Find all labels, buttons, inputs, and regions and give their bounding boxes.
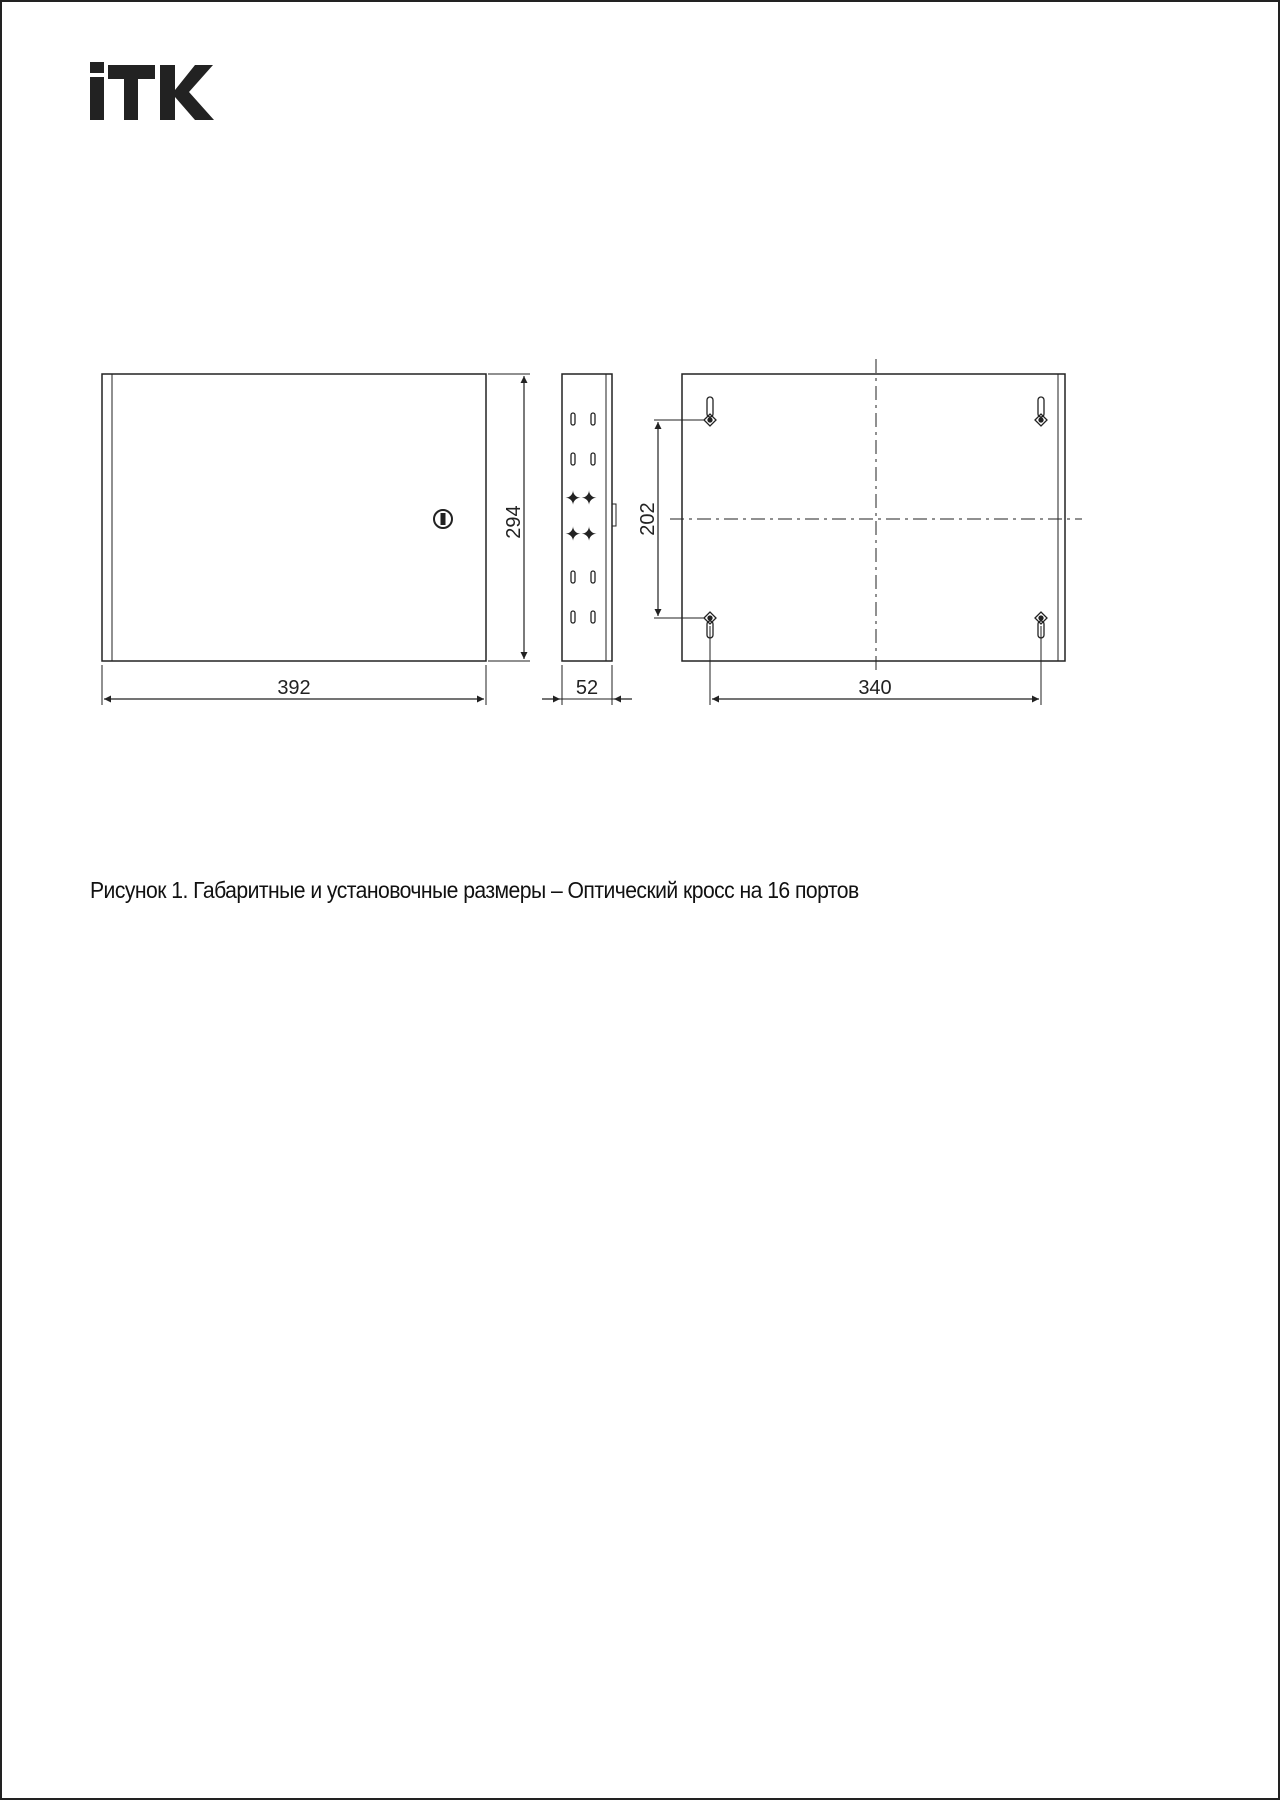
figure-caption: Рисунок 1. Габаритные и установочные размеры – Оптический кросс на 16 портов — [90, 877, 859, 903]
svg-text:✦: ✦ — [564, 524, 582, 546]
dimension-52 — [542, 677, 632, 699]
side-panel — [562, 374, 612, 661]
front-view — [102, 374, 530, 705]
mounting-hole-icon — [704, 397, 716, 426]
lock-icon — [434, 510, 452, 528]
dimension-392 — [104, 677, 484, 699]
svg-text:✦: ✦ — [580, 524, 598, 546]
back-panel — [682, 374, 1065, 661]
dimension-294 — [503, 376, 525, 659]
svg-text:✦: ✦ — [564, 488, 582, 510]
side-knockouts — [565, 488, 598, 546]
dimension-label-mount-horizontal: 340 — [858, 677, 892, 699]
dimension-label-mount-vertical: 202 — [637, 502, 659, 536]
mounting-hole-icon — [1035, 397, 1047, 426]
back-view — [670, 359, 1082, 674]
front-panel — [102, 374, 486, 661]
dimension-label-width: 392 — [277, 677, 311, 699]
dimension-label-depth: 52 — [575, 677, 599, 699]
side-cable-ports — [571, 413, 595, 623]
dimension-label-height: 294 — [503, 505, 525, 539]
svg-text:✦: ✦ — [580, 488, 598, 510]
